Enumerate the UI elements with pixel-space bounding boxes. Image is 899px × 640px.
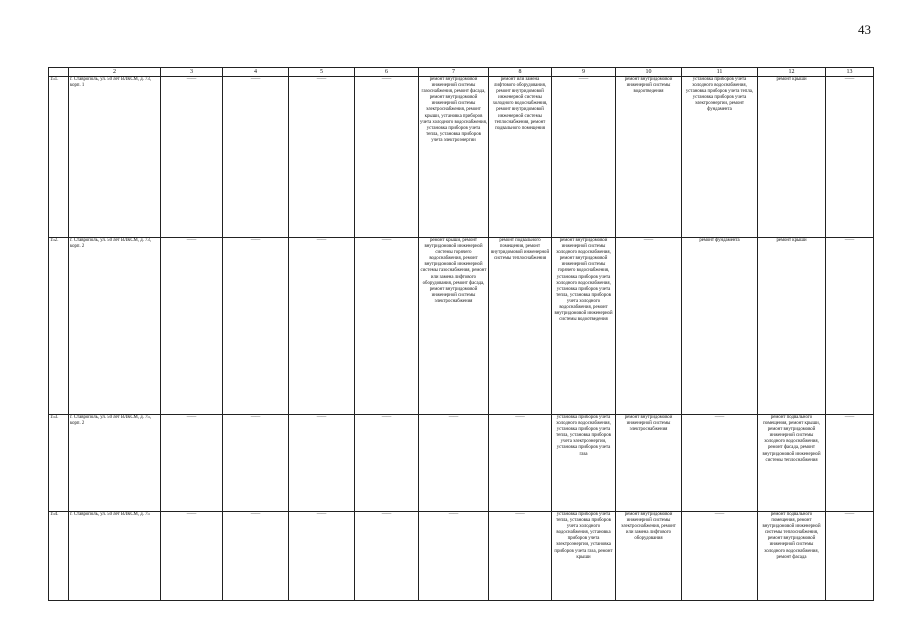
table-row	[49, 415, 874, 512]
table-cell: ——	[289, 77, 355, 238]
table-cell: ——	[616, 238, 682, 415]
table-cell: ремонт внутридомовой инженерной системы водоотведения	[616, 77, 682, 238]
table-cell: ремонт внутридомовой инженерной системы электроснабжения	[616, 415, 682, 512]
table-cell: ремонт внутридомовой инженерной системы электроснабжения, ремонт или замена лифтового оборудования	[616, 512, 682, 601]
row-number: 152.	[49, 238, 69, 415]
column-number-row	[49, 68, 874, 77]
table-cell: ——	[826, 238, 874, 415]
column-header: 10	[616, 68, 682, 77]
table-cell: ——	[682, 512, 758, 601]
table-cell: ——	[552, 77, 616, 238]
table-cell: ——	[419, 512, 489, 601]
column-header: 4	[223, 68, 289, 77]
table-cell: ——	[355, 77, 419, 238]
table-cell: ремонт внутридомовой инженерной системы холодного водоснабжения, ремонт внутридомовой инженерной системы горячего водоснабжения, установка приборов учета холодного водоснабжения, установка приборов учета тепла, установка приборов учета холодного водоснабжения, ремонт внутридомовой инженерной системы водоотведения	[552, 238, 616, 415]
table-cell: ——	[826, 77, 874, 238]
address-cell: г. Ставрополь, ул. 50 лет ВЛКСМ, д. 73, корп. 2	[69, 238, 161, 415]
table-cell: ремонт фундамента	[682, 238, 758, 415]
address-cell: г. Ставрополь, ул. 50 лет ВЛКСМ, д. 75	[69, 512, 161, 601]
column-header: 5	[289, 68, 355, 77]
table-cell: ——	[682, 415, 758, 512]
table-cell: ——	[223, 238, 289, 415]
table-cell: ——	[289, 512, 355, 601]
column-header: 6	[355, 68, 419, 77]
row-number: 151.	[49, 77, 69, 238]
column-header: 9	[552, 68, 616, 77]
table-cell: ремонт или замена лифтового оборудования, ремонт внутридомовой инженерной системы холодного водоснабжения, ремонт внутридомовой инженерной системы теплоснабжения, ремонт подвального помещения	[489, 77, 552, 238]
table-cell: ——	[161, 512, 223, 601]
table-cell: установка приборов учета тепла, установка приборов учета холодного водоснабжения, установка приборов учета электроэнергии, установка приборов учета газа, ремонт крыши	[552, 512, 616, 601]
table-cell: ——	[223, 77, 289, 238]
address-cell: г. Ставрополь, ул. 50 лет ВЛКСМ, д. 75, корп. 2	[69, 415, 161, 512]
table-cell: ремонт крыши	[758, 238, 826, 415]
table-cell: ——	[161, 77, 223, 238]
table-row	[49, 512, 874, 601]
table-cell: ——	[161, 415, 223, 512]
table-cell: ремонт подвального помещения, ремонт внутридомовой инженерной системы теплоснабжения	[489, 238, 552, 415]
table-cell: ——	[289, 415, 355, 512]
table-cell: установка приборов учета холодного водоснабжения, установка приборов учета тепла, установка приборов учета электроэнергии, ремонт фундамента	[682, 77, 758, 238]
column-header: 12	[758, 68, 826, 77]
table-cell: ——	[289, 238, 355, 415]
column-header: 13	[826, 68, 874, 77]
table-cell: ——	[489, 512, 552, 601]
table-cell: ——	[826, 415, 874, 512]
page-number: 43	[858, 22, 871, 37]
table-cell: ——	[223, 415, 289, 512]
address-cell: г. Ставрополь, ул. 50 лет ВЛКСМ, д. 73, корп. 1	[69, 77, 161, 238]
table-cell: ремонт крыши, ремонт внутридомовой инженерной системы горячего водоснабжения, ремонт внутридомовой инженерной системы газоснабжения, ремонт или замена лифтового оборудования, ремонт фасада, ремонт внутридомовой инженерной системы электроснабжения	[419, 238, 489, 415]
column-header: 7	[419, 68, 489, 77]
table-cell: ремонт подвального помещения, ремонт внутридомовой инженерной системы теплоснабжения, ремонт внутридомовой инженерной системы холодного водоснабжения, ремонт фасада	[758, 512, 826, 601]
table-row	[49, 238, 874, 415]
table-cell: ——	[161, 238, 223, 415]
table-cell: ——	[355, 512, 419, 601]
table-cell: ——	[489, 415, 552, 512]
column-header: 11	[682, 68, 758, 77]
column-header: 3	[161, 68, 223, 77]
table-cell: ремонт подвального помещения, ремонт крыши, ремонт внутридомовой инженерной системы холодного водоснабжения, ремонт фасада, ремонт внутридомовой инженерной системы теплоснабжения	[758, 415, 826, 512]
column-header: 8	[489, 68, 552, 77]
works-table	[48, 67, 874, 601]
table-cell: ремонт крыши	[758, 77, 826, 238]
row-number: 153.	[49, 415, 69, 512]
table-cell: установка приборов учета холодного водоснабжения, установка приборов учета тепла, установка приборов учета электроэнергии, установка приборов учета газа	[552, 415, 616, 512]
column-header	[49, 68, 69, 77]
table-cell: ——	[419, 415, 489, 512]
table-cell: ——	[355, 238, 419, 415]
table-cell: ——	[223, 512, 289, 601]
table-row	[49, 77, 874, 238]
table-cell: ремонт внутридомовой инженерной системы газоснабжения, ремонт фасада, ремонт внутридомовой инженерной системы электроснабжения, ремонт крыши, установка приборов учета холодного водоснабжения, установка приборов учета тепла, установка приборов учета электроэнергии	[419, 77, 489, 238]
table-cell: ——	[826, 512, 874, 601]
row-number: 154.	[49, 512, 69, 601]
column-header: 2	[69, 68, 161, 77]
table-cell: ——	[355, 415, 419, 512]
